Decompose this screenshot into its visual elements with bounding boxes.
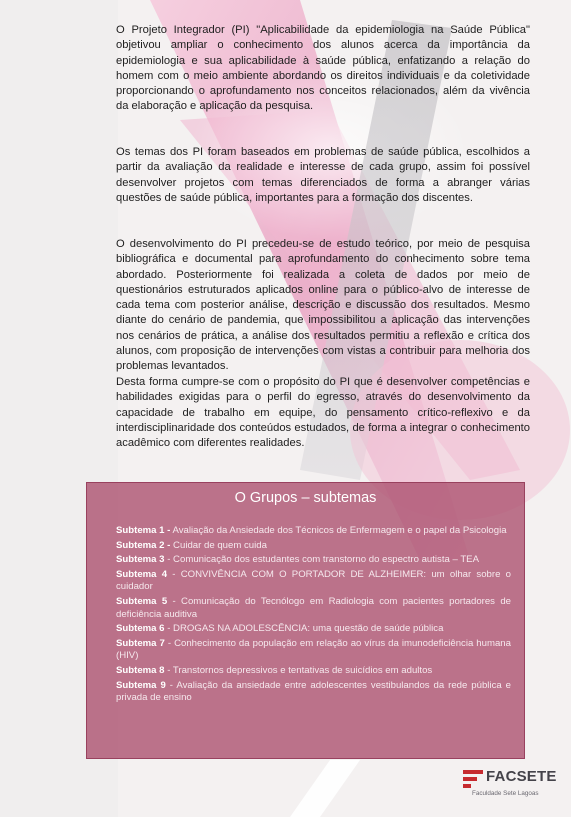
subtopic-text: - Conhecimento da população em relação ao vírus da imunodeficiência humana (HIV) (116, 637, 511, 662)
subtopic-text: - DROGAS NA ADOLESCÊNCIA: uma questão de saúde pública (164, 623, 444, 635)
subtopic-item (116, 569, 511, 594)
paragraph-themes: Os temas dos PI foram baseados em problemas de saúde pública, escolhidos a partir da avaliação da realidade e interesse de cada grupo, assim foi possível desenvolver projetos com temas diferenciados de forma a abranger várias questões de saúde pública, importantes para a formação dos discentes. (116, 146, 530, 204)
subtopic-label: Subtema 2 - (116, 539, 171, 551)
subtopic-list (116, 525, 511, 707)
subtopic-label: Subtema 3 (116, 554, 165, 566)
subtopic-label: Subtema 7 (116, 637, 165, 649)
subtopic-text: - Avaliação da ansiedade entre adolescentes vestibulandos da rede pública e privada de ensino (116, 679, 511, 704)
groups-subtopics-box (86, 482, 525, 759)
logo-subtitle: Faculdade Sete Lagoas (472, 790, 539, 797)
subtopic-item (116, 638, 511, 663)
subtopic-item (116, 623, 511, 636)
subtopic-label: Subtema 9 (116, 679, 166, 691)
subtopic-text: - Comunicação do Tecnólogo em Radiologia com pacientes portadores de deficiência auditiva (116, 595, 511, 620)
subtopic-text: - Transtornos depressivos e tentativas de suicídios em adultos (164, 664, 433, 676)
paragraph-conclusion: Desta forma cumpre-se com o propósito do PI que é desenvolver competências e habilidades exigidas para o perfil do egresso, através do desenvolvimento da capacidade de trabalho em equipe, do pensamento crítico-reflexivo e da interdisciplinaridade dos conteúdos estudados, de forma a integrar o conhecimento acadêmico com diferentes realidades. (116, 376, 530, 450)
subtopic-item (116, 554, 511, 567)
facsete-logo-icon (462, 768, 484, 790)
subtopic-label: Subtema 4 (116, 568, 168, 580)
subtopic-item (116, 596, 511, 621)
logo-name: FACSETE (486, 768, 557, 785)
subtopic-item (116, 680, 511, 705)
subtopic-text: Avaliação da Ansiedade dos Técnicos de Enfermagem e o papel da Psicologia (170, 525, 507, 536)
subtopic-label: Subtema 6 (116, 623, 165, 635)
subtopic-item (116, 665, 511, 678)
subtopic-label: Subtema 8 (116, 664, 165, 676)
groups-box-title: O Grupos – subtemas (234, 490, 377, 506)
paragraph-development: O desenvolvimento do PI precedeu-se de estudo teórico, por meio de pesquisa bibliográfica e documental para aprofundamento do conhecimento sobre tema abordado. Posteriormente foi realizada a coleta de dados por meio de questionários estruturados aplicados online para o público-alvo de interesse de cada tema com posterior análise, descrição e discussão dos resultados. Mesmo diante do cenário de pandemia, que impossibilitou a aplicação das intervenções nos cenários de prática, a análise dos resultados permitiu a reflexão e crítica dos alunos, com proposição de intervenções com vistas a contribuir para melhoria dos problemas levantados. (116, 238, 530, 373)
facsete-logo (462, 766, 557, 802)
subtopic-item (116, 525, 511, 538)
subtopic-text: Cuidar de quem cuida (170, 539, 267, 551)
subtopic-text: - CONVIVÊNCIA COM O PORTADOR DE ALZHEIMER: um olhar sobre o cuidador (116, 568, 511, 593)
subtopic-label: Subtema 1 - (116, 525, 171, 536)
subtopic-label: Subtema 5 (116, 595, 168, 607)
subtopic-item (116, 540, 511, 553)
paragraph-intro: O Projeto Integrador (PI) "Aplicabilidade da epidemiologia na Saúde Pública" objetivou ampliar o conhecimento dos alunos acerca da importância da epidemiologia e sua aplicabilidade à saúde pública, enfatizando a relação do homem com o meio ambiente abordando os direitos individuais e da coletividade proporcionando o aprofundamento nos conceitos relacionados, além da vivência da elaboração e aplicação da pesquisa. (116, 24, 530, 113)
subtopic-text: - Comunicação dos estudantes com transtorno do espectro autista – TEA (164, 554, 479, 566)
